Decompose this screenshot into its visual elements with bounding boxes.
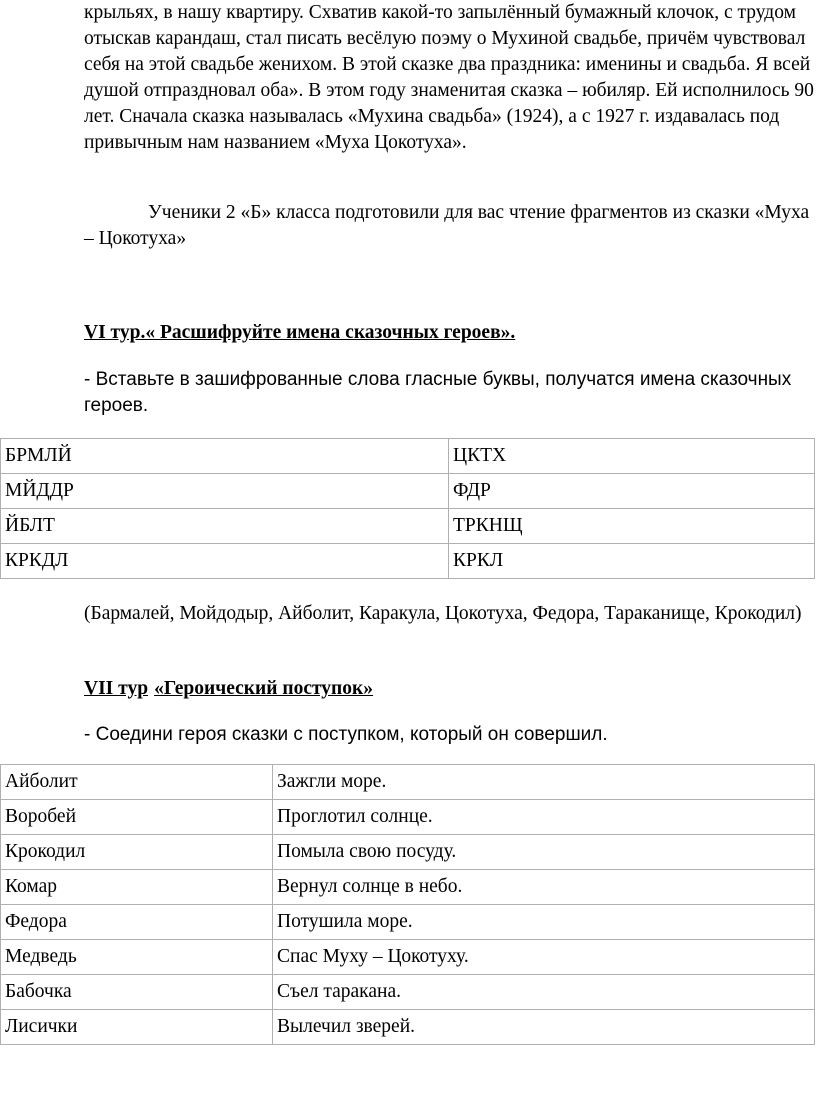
- table-cell: ЦКТХ: [449, 439, 815, 474]
- cipher-row: [1, 474, 815, 509]
- deed-row: [1, 905, 815, 940]
- tour6-heading: VI тур.« Расшифруйте имена сказочных героев».: [84, 322, 516, 343]
- tour6-answers: (Бармалей, Мойдодыр, Айболит, Каракула, Цокотуха, Федора, Тараканище, Крокодил): [84, 603, 802, 624]
- cipher-table: [0, 438, 815, 579]
- tour6-instruction: - Вставьте в зашифрованные слова гласные буквы, получатся имена сказочных героев.: [84, 369, 792, 416]
- table-cell: Съел таракана.: [273, 975, 815, 1010]
- table-cell: Айболит: [1, 765, 273, 800]
- deed-row: [1, 940, 815, 975]
- table-cell: КРКЛ: [449, 544, 815, 579]
- table-cell: Вылечил зверей.: [273, 1010, 815, 1045]
- deeds-table: [0, 764, 815, 1045]
- table-cell: Бабочка: [1, 975, 273, 1010]
- table-cell: Медведь: [1, 940, 273, 975]
- table-cell: КРКДЛ: [1, 544, 449, 579]
- deed-row: [1, 800, 815, 835]
- table-cell: Вернул солнце в небо.: [273, 870, 815, 905]
- table-cell: ТРКНЩ: [449, 509, 815, 544]
- table-cell: ЙБЛТ: [1, 509, 449, 544]
- table-cell: Федора: [1, 905, 273, 940]
- deed-row: [1, 975, 815, 1010]
- students-paragraph: Ученики 2 «Б» класса подготовили для вас чтение фрагментов из сказки «Муха – Цокотуха»: [84, 202, 810, 249]
- tour7-heading-number: VII тур: [84, 678, 149, 699]
- table-cell: Крокодил: [1, 835, 273, 870]
- table-cell: Помыла свою посуду.: [273, 835, 815, 870]
- table-cell: Спас Муху – Цокотуху.: [273, 940, 815, 975]
- deed-row: [1, 765, 815, 800]
- tour7-heading-title: «Героический поступок»: [154, 678, 374, 699]
- table-cell: Проглотил солнце.: [273, 800, 815, 835]
- deed-row: [1, 835, 815, 870]
- table-cell: Зажгли море.: [273, 765, 815, 800]
- deed-row: [1, 870, 815, 905]
- table-cell: МЙДДР: [1, 474, 449, 509]
- intro-paragraph: крыльях, в нашу квартиру. Схватив какой-то запылённый бумажный клочок, с трудом отыскав карандаш, стал писать весёлую поэму о Мухиной свадьбе, причём чувствовал себя на этой свадьбе женихом. В этой сказке два праздника: именины и свадьба. Я всей душой отпраздновал оба». В этом году знаменитая сказка – юбиляр. Ей исполнилось 90 лет. Сначала сказка называлась «Мухина свадьба» (1924), а с 1927 г. издавалась под привычным нам названием «Муха Цокотуха».: [84, 2, 814, 153]
- table-cell: Лисички: [1, 1010, 273, 1045]
- table-cell: БРМЛЙ: [1, 439, 449, 474]
- deed-row: [1, 1010, 815, 1045]
- table-cell: Потушила море.: [273, 905, 815, 940]
- tour7-instruction: - Соедини героя сказки с поступком, который он совершил.: [84, 724, 608, 745]
- cipher-row: [1, 439, 815, 474]
- tour7-heading: [84, 676, 373, 702]
- table-cell: Комар: [1, 870, 273, 905]
- cipher-row: [1, 544, 815, 579]
- table-cell: ФДР: [449, 474, 815, 509]
- cipher-row: [1, 509, 815, 544]
- table-cell: Воробей: [1, 800, 273, 835]
